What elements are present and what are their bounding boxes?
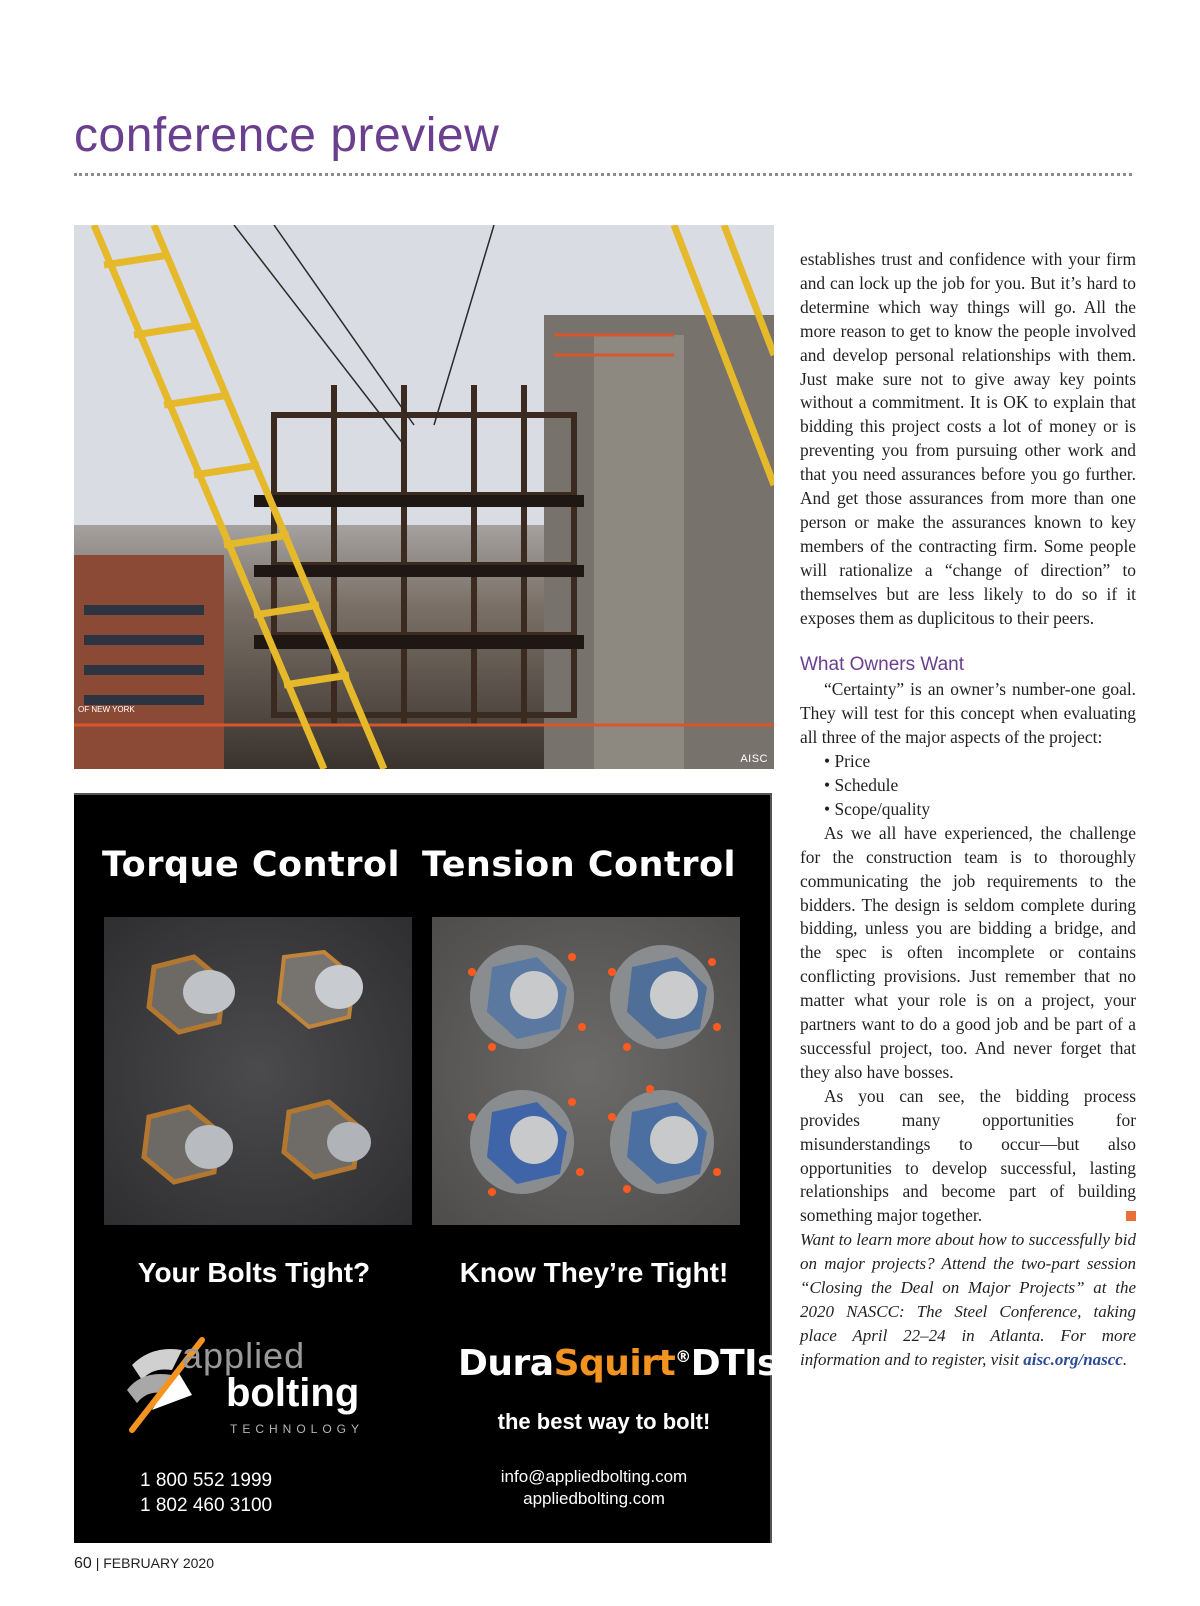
article-paragraph: “Certainty” is an owner’s number-one goal. They will test for this concept when evaluating all three of the major aspects of the project: bbox=[800, 679, 1136, 748]
phone-number[interactable]: 1 802 460 3100 bbox=[140, 1495, 273, 1516]
article-paragraph: establishes trust and confidence with your firm and can lock up the job for you. But it’s hard to determine which way things will go. All the more reason to get to know the people involved and develop personal relationships with them. Just make sure not to give away key points without a commitment. It is OK to explain that bidding this project costs a lot of money or is preventing you from pursuing other work and that you need assurances before you go further. And get those assurances from more than one person or make the assurances known to key members of the contracting firm. Some people will rationalize a “change of direction” to themselves but are less likely to do so if it exposes them as duplicitous to their peers. bbox=[800, 249, 1136, 628]
construction-photo bbox=[74, 225, 774, 769]
durasquirt-logo: DuraSquirt®DTIs bbox=[458, 1343, 778, 1384]
end-mark-icon bbox=[1126, 1211, 1136, 1221]
applied-bolting-ad bbox=[74, 793, 778, 1543]
photo-credit: AISC bbox=[740, 753, 768, 765]
logo-word-bolting: bolting bbox=[226, 1371, 360, 1415]
tension-bolts-image bbox=[432, 917, 740, 1225]
footer-separator: | bbox=[95, 1555, 100, 1571]
page-number: 60 bbox=[74, 1555, 92, 1572]
nascc-link[interactable]: aisc.org/nascc bbox=[1023, 1350, 1123, 1370]
phone-number[interactable]: 1 800 552 1999 bbox=[140, 1470, 273, 1491]
dotted-divider bbox=[74, 173, 1132, 176]
website-link[interactable]: appliedbolting.com bbox=[523, 1489, 665, 1508]
torque-bolts-image bbox=[104, 917, 412, 1225]
issue-date: FEBRUARY 2020 bbox=[103, 1555, 214, 1571]
ad-slogan: the best way to bolt! bbox=[497, 1409, 711, 1434]
torque-control-heading: Torque Control bbox=[101, 845, 401, 885]
section-title: conference preview bbox=[74, 109, 500, 162]
page-footer bbox=[74, 1555, 214, 1573]
photo-signage: OF NEW YORK bbox=[78, 705, 135, 714]
article-paragraph: As we all have experienced, the challenge for the construction team is to thoroughly communicating the job requirements to the bidders. The design is seldom complete during bidding, unless you are bidding a bridge, and the spec is often incomplete or contains conflicting provisions. Just remember that no matter what your role is on a project, your partners want to do a good job and be part of a successful project, too. And never forget that they also have bosses. bbox=[800, 822, 1136, 1082]
list-item: • Scope/quality bbox=[800, 798, 1136, 822]
aspects-list bbox=[800, 750, 1136, 822]
subheading-what-owners-want: What Owners Want bbox=[800, 653, 965, 675]
article-column bbox=[800, 248, 1136, 1372]
tension-control-heading: Tension Control bbox=[421, 845, 737, 885]
list-item: • Schedule bbox=[800, 774, 1136, 798]
your-bolts-tight-tagline: Your Bolts Tight? bbox=[137, 1257, 371, 1288]
contact-email-link[interactable]: info@appliedbolting.com bbox=[500, 1467, 688, 1486]
logo-word-applied: applied bbox=[182, 1335, 306, 1376]
session-promo: Want to learn more about how to successfully bid on major projects? Attend the two-part session “Closing the Deal on Major Projects” at the 2020 NASCC: The Steel Conference, taking place April 22–24 in Atlanta. For more information and to register, visit aisc.org/nascc. bbox=[800, 1230, 1136, 1370]
logo-word-technology: TECHNOLOGY bbox=[230, 1422, 365, 1436]
article-paragraph: As you can see, the bidding process provides many opportunities for misunderstandings to occur—but also opportunities to develop successful, lasting relationships and become part of building something major together. bbox=[800, 1085, 1136, 1226]
know-theyre-tight-tagline: Know They’re Tight! bbox=[459, 1257, 729, 1288]
list-item: • Price bbox=[800, 750, 1136, 774]
